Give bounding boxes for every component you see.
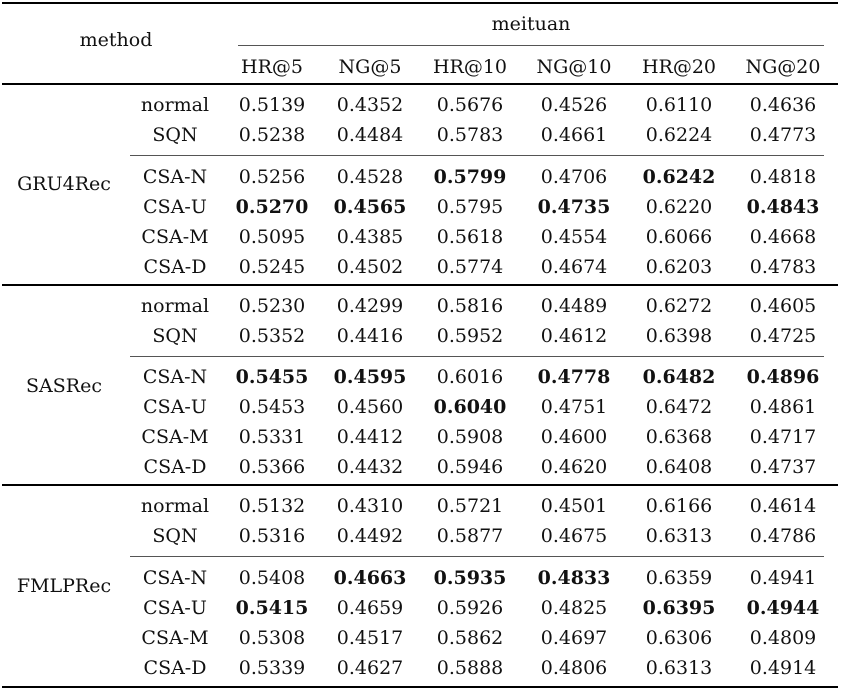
variant-label: CSA-U <box>143 396 207 418</box>
dataset-header: meituan <box>491 13 571 35</box>
column-header: NG@5 <box>338 56 402 78</box>
metric-value: 0.4432 <box>336 456 404 478</box>
metric-value: 0.4352 <box>336 94 404 116</box>
metric-value: 0.4818 <box>749 166 817 188</box>
variant-label: CSA-D <box>143 256 207 278</box>
variant-label: CSA-D <box>143 657 207 679</box>
variant-label: CSA-N <box>142 567 208 589</box>
metric-value: 0.4773 <box>749 124 817 146</box>
metric-value: 0.5721 <box>436 495 504 517</box>
metric-value: 0.5908 <box>436 426 504 448</box>
metric-value: 0.4663 <box>333 567 407 589</box>
metric-value: 0.4636 <box>749 94 817 116</box>
metric-value: 0.4809 <box>749 627 817 649</box>
metric-value: 0.6220 <box>645 196 713 218</box>
metric-value: 0.5795 <box>436 196 504 218</box>
metric-value: 0.6359 <box>645 567 713 589</box>
metric-value: 0.5676 <box>436 94 504 116</box>
metric-value: 0.4385 <box>336 226 404 248</box>
metric-value: 0.4706 <box>540 166 608 188</box>
metric-value: 0.4416 <box>336 325 404 347</box>
metric-value: 0.5618 <box>436 226 504 248</box>
metric-value: 0.5888 <box>436 657 504 679</box>
metric-value: 0.4502 <box>336 256 404 278</box>
model-name: GRU4Rec <box>17 173 111 195</box>
metric-value: 0.4661 <box>540 124 608 146</box>
variant-label: CSA-N <box>142 166 208 188</box>
metric-value: 0.4786 <box>749 525 817 547</box>
metric-value: 0.4668 <box>749 226 817 248</box>
metric-value: 0.4605 <box>749 295 817 317</box>
metric-value: 0.5139 <box>238 94 306 116</box>
metric-value: 0.4737 <box>749 456 817 478</box>
variant-label: CSA-U <box>143 597 207 619</box>
metric-value: 0.5862 <box>436 627 504 649</box>
metric-value: 0.4896 <box>746 366 820 388</box>
metric-value: 0.4627 <box>336 657 404 679</box>
column-header: NG@10 <box>536 56 612 78</box>
variant-label: SQN <box>152 325 198 347</box>
metric-value: 0.4560 <box>336 396 404 418</box>
metric-value: 0.6272 <box>645 295 713 317</box>
metric-value: 0.4675 <box>540 525 608 547</box>
metric-value: 0.5339 <box>238 657 306 679</box>
metric-value: 0.5455 <box>235 366 309 388</box>
column-header: HR@20 <box>641 56 717 78</box>
metric-value: 0.4725 <box>749 325 817 347</box>
metric-value: 0.5366 <box>238 456 306 478</box>
metric-value: 0.4659 <box>336 597 404 619</box>
metric-value: 0.4735 <box>537 196 611 218</box>
method-header: method <box>79 29 153 51</box>
metric-value: 0.6166 <box>645 495 713 517</box>
variant-label: SQN <box>152 124 198 146</box>
metric-value: 0.5245 <box>238 256 306 278</box>
metric-value: 0.5132 <box>238 495 306 517</box>
metric-value: 0.6472 <box>645 396 713 418</box>
metric-value: 0.4717 <box>749 426 817 448</box>
metric-value: 0.4554 <box>540 226 608 248</box>
metric-value: 0.5946 <box>436 456 504 478</box>
metric-value: 0.4614 <box>749 495 817 517</box>
metric-value: 0.5783 <box>436 124 504 146</box>
variant-label: CSA-M <box>141 627 209 649</box>
metric-value: 0.6203 <box>645 256 713 278</box>
variant-label: CSA-U <box>143 196 207 218</box>
metric-value: 0.5095 <box>238 226 306 248</box>
metric-value: 0.4697 <box>540 627 608 649</box>
metric-value: 0.4778 <box>537 366 611 388</box>
column-header: HR@10 <box>432 56 508 78</box>
metric-value: 0.6368 <box>645 426 713 448</box>
metric-value: 0.5316 <box>238 525 306 547</box>
metric-value: 0.4412 <box>336 426 404 448</box>
metric-value: 0.5415 <box>235 597 309 619</box>
metric-value: 0.5935 <box>433 567 507 589</box>
metric-value: 0.4944 <box>746 597 820 619</box>
metric-value: 0.5308 <box>238 627 306 649</box>
variant-label: normal <box>140 295 210 317</box>
metric-value: 0.5256 <box>238 166 306 188</box>
metric-value: 0.4941 <box>749 567 817 589</box>
model-name: SASRec <box>26 374 102 397</box>
metric-value: 0.4489 <box>540 295 608 317</box>
metric-value: 0.4833 <box>537 567 611 589</box>
group-subrule <box>130 556 824 557</box>
variant-label: CSA-D <box>143 456 207 478</box>
metric-value: 0.4674 <box>540 256 608 278</box>
metric-value: 0.4783 <box>749 256 817 278</box>
metric-value: 0.5238 <box>238 124 306 146</box>
metric-value: 0.5799 <box>433 166 507 188</box>
metric-value: 0.4843 <box>746 196 820 218</box>
group-subrule <box>130 155 824 156</box>
metric-value: 0.4600 <box>540 426 608 448</box>
metric-value: 0.4501 <box>540 495 608 517</box>
metric-value: 0.4595 <box>333 366 407 388</box>
variant-label: CSA-M <box>141 426 209 448</box>
model-name: FMLPRec <box>16 575 112 597</box>
variant-label: CSA-N <box>142 366 208 388</box>
metric-value: 0.6066 <box>645 226 713 248</box>
metric-value: 0.5774 <box>436 256 504 278</box>
metric-value: 0.4484 <box>336 124 404 146</box>
column-header: NG@20 <box>745 56 821 78</box>
metric-value: 0.4565 <box>333 196 407 218</box>
variant-label: SQN <box>152 525 198 547</box>
metric-value: 0.4914 <box>749 657 817 679</box>
metric-value: 0.4612 <box>540 325 608 347</box>
metric-value: 0.4528 <box>336 166 404 188</box>
top-rule <box>2 2 838 4</box>
variant-label: CSA-M <box>141 226 209 248</box>
group-subrule <box>130 356 824 357</box>
dataset-underline <box>238 45 824 46</box>
metric-value: 0.6224 <box>645 124 713 146</box>
metric-value: 0.6313 <box>645 525 713 547</box>
metric-value: 0.6313 <box>645 657 713 679</box>
metric-value: 0.5331 <box>238 426 306 448</box>
metric-value: 0.5352 <box>238 325 306 347</box>
metric-value: 0.6110 <box>645 94 713 116</box>
metric-value: 0.5270 <box>235 196 309 218</box>
metric-value: 0.4299 <box>336 295 404 317</box>
metric-value: 0.6016 <box>436 366 504 388</box>
metric-value: 0.5453 <box>238 396 306 418</box>
metric-value: 0.6306 <box>645 627 713 649</box>
metric-value: 0.4517 <box>336 627 404 649</box>
metric-value: 0.4825 <box>540 597 608 619</box>
metric-value: 0.4310 <box>336 495 404 517</box>
metric-value: 0.5926 <box>436 597 504 619</box>
metric-value: 0.4620 <box>540 456 608 478</box>
metric-value: 0.4751 <box>540 396 608 418</box>
metric-value: 0.5408 <box>238 567 306 589</box>
group-rule <box>2 484 838 486</box>
metric-value: 0.6408 <box>645 456 713 478</box>
variant-label: normal <box>140 94 210 116</box>
group-rule <box>2 686 838 688</box>
metric-value: 0.5877 <box>436 525 504 547</box>
metric-value: 0.4806 <box>540 657 608 679</box>
metric-value: 0.6398 <box>645 325 713 347</box>
header-rule <box>2 83 838 85</box>
metric-value: 0.5816 <box>436 295 504 317</box>
metric-value: 0.4492 <box>336 525 404 547</box>
metric-value: 0.4861 <box>749 396 817 418</box>
group-rule <box>2 284 838 286</box>
metric-value: 0.6395 <box>642 597 716 619</box>
metric-value: 0.4526 <box>540 94 608 116</box>
column-header: HR@5 <box>241 56 303 78</box>
metric-value: 0.6242 <box>642 166 716 188</box>
metric-value: 0.5952 <box>436 325 504 347</box>
variant-label: normal <box>140 495 210 517</box>
metric-value: 0.6040 <box>433 396 507 418</box>
metric-value: 0.6482 <box>642 366 716 388</box>
metric-value: 0.5230 <box>238 295 306 317</box>
